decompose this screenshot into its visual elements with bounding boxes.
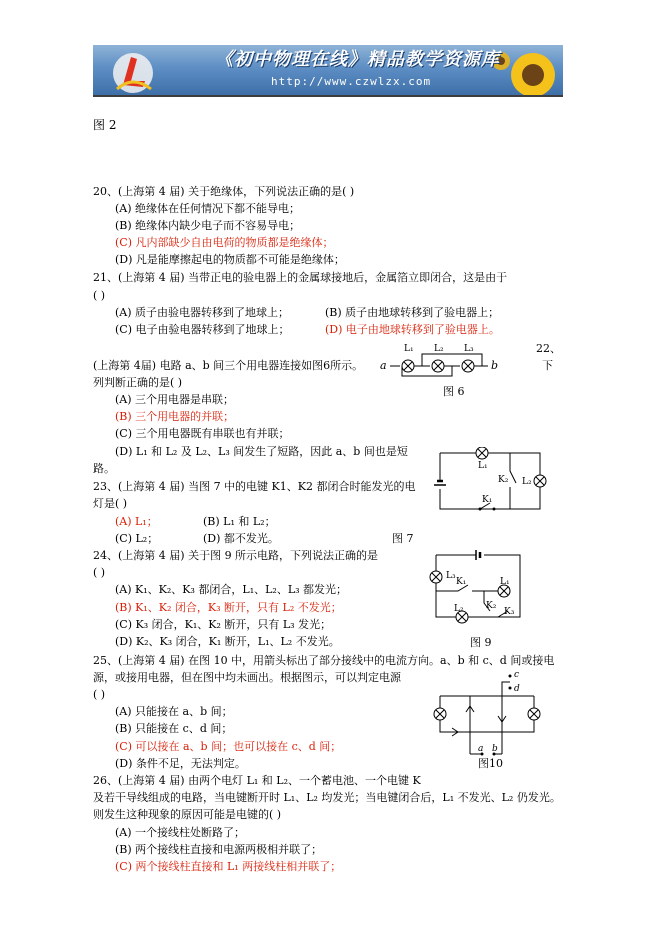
q20-stem: 20、(上海第 4 届) 关于绝缘体，下列说法正确的是( ) [93,185,355,198]
q24-option-b: (B) K₁、K₂ 闭合，K₃ 断开，只有 L₂ 不发光； [115,601,342,614]
fig7-label-l2: L₂ [522,477,532,487]
q23-option-d: (D) 都不发光。 [203,532,279,545]
figure-6 [378,346,513,382]
q20-option-a: (A) 绝缘体在任何情况下都不能导电； [115,202,301,215]
figure-9-circuit [428,547,528,637]
fig9-label-l1: L₁ [500,577,510,587]
fig9-label-k3: K₃ [504,607,515,617]
q23-option-b: (B) L₁ 和 L₂； [203,515,276,528]
q25-stem: 25、(上海第 4 届) 在图 10 中，用箭头标出了部分接线中的电流方向。a、b 和 c、d 间或接电 [93,654,555,667]
q20-option-c: (C) 凡内部缺少自由电荷的物质都是绝缘体； [115,236,334,249]
q26-stem2: 及若干导线组成的电路，当电键断开时 L₁、L₂ 均发光；当电键闭合后，L₁ 不发光、L₂ 仍发光。 [93,791,561,804]
q22-option-b: (B) 三个用电器的并联； [115,410,235,423]
fig10-label-c: c [514,670,520,680]
q23-stem: 23、(上海第 4 届) 当图 7 中的电键 K1、K2 都闭合时能发光的电 [93,480,416,493]
fig7-label-k2: K₂ [498,475,509,485]
q24-option-a: (A) K₁、K₂、K₃ 都闭合，L₁、L₂、L₃ 都发光； [115,583,348,596]
fig6-label-l3: L₃ [464,344,474,354]
figure-7 [430,447,550,517]
q20-option-d: (D) 凡是能摩擦起电的物质都不可能是绝缘体； [115,253,345,266]
q22-stem2: 列判断正确的是( ) [93,376,183,389]
q22-option-c: (C) 三个用电器既有串联也有并联； [115,427,290,440]
fig9-label-l3: L₃ [446,571,456,581]
fig2-caption: 图 2 [93,118,117,132]
fig9-label-k1: K₁ [456,577,467,587]
q26-stem: 26、(上海第 4 届) 由两个电灯 L₁ 和 L₂、一个蓄电池、一个电键 K [93,774,421,787]
fig10-caption: 图10 [478,757,503,770]
q26-stem3: 则发生这种现象的原因可能是电键的( ) [93,808,282,821]
q20-option-b: (B) 绝缘体内缺少电子而不容易导电； [115,219,301,232]
header-rule [93,95,563,97]
q25-option-c: (C) 可以接在 a、b 间；也可以接在 c、d 间； [115,740,342,753]
q23-option-a: (A) L₁； [115,515,158,528]
fig6-label-l1: L₁ [404,344,414,354]
sunflower-icon [492,52,555,95]
q25-paren: ( ) [93,688,106,701]
q23-option-c: (C) L₂； [115,532,159,545]
fig9-label-l2: L₂ [454,604,464,614]
fig10-label-b: b [492,744,498,754]
q21-paren: ( ) [93,289,106,302]
figure-10 [430,672,550,762]
fig10-label-a: a [478,744,484,754]
fig6-label-a: a [380,359,387,372]
q21-option-c: (C) 电子由验电器转移到了地球上； [115,323,290,336]
fig6-label-l2: L₂ [434,344,444,354]
fig10-label-d: d [514,684,520,694]
q21-option-a: (A) 质子由验电器转移到了地球上； [115,306,290,319]
fig7-label-l1: L₁ [478,461,488,471]
q26-option-a: (A) 一个接线柱处断路了； [115,826,246,839]
q26-option-b: (B) 两个接线柱直接和电源两极相并联了； [115,843,323,856]
q22-option-a: (A) 三个用电器是串联； [115,393,235,406]
fig6-label-b: b [491,359,499,372]
q24-stem: 24、(上海第 4 届) 关于图 9 所示电路，下列说法正确的是 [93,549,379,562]
q25-stem2: 源，或接用电器，但在图中均未画出。根据图示，可以判定电源 [93,671,401,684]
q21-option-b: (B) 质子由地球转移到了验电器上； [325,306,500,319]
switch-k2 [510,453,516,483]
q21-option-d: (D) 电子由地球转移到了验电器上。 [325,323,500,336]
q22-tail: 下 [542,359,553,372]
figure-10-circuit [430,672,550,762]
fig6-caption: 图 6 [443,385,465,398]
q22-number: 22、 [536,342,561,355]
q22-option-d-cont: 路。 [93,462,115,475]
fig7-caption: 图 7 [392,532,414,545]
fig9-label-k2: K₂ [486,601,497,611]
q21-stem: 21、(上海第 4 届) 当带正电的验电器上的金属球接地后，金属箔立即闭合，这是由于 [93,271,508,284]
q26-option-c: (C) 两个接线柱直接和 L₁ 两接线柱相并联了； [115,860,342,873]
q22-option-d: (D) L₁ 和 L₂ 及 L₂、L₃ 间发生了短路，因此 a、b 间也是短 [115,445,408,458]
figure-9 [428,547,528,637]
fig9-caption: 图 9 [470,636,492,649]
q24-option-d: (D) K₂、K₃ 闭合，K₁ 断开，L₁、L₂ 不发光。 [115,635,340,648]
fig7-label-k1: K₁ [482,495,493,505]
q22-stem: (上海第 4届) 电路 a、b 间三个用电器连接如图6所示。 [93,359,364,372]
header-title: 《初中物理在线》精品教学资源库 [215,49,500,70]
header-banner [93,45,563,96]
q25-option-d: (D) 条件不足，无法判定。 [115,757,246,770]
q25-option-b: (B) 只能接在 c、d 间； [115,722,233,735]
q24-paren: ( ) [93,566,106,579]
q23-stem2: 灯是( ) [93,497,128,510]
header-url: http://www.czwlzx.com [271,75,432,88]
q25-option-a: (A) 只能接在 a、b 间； [115,705,233,718]
q24-option-c: (C) K₃ 闭合，K₁、K₂ 断开，只有 L₃ 发光； [115,618,332,631]
